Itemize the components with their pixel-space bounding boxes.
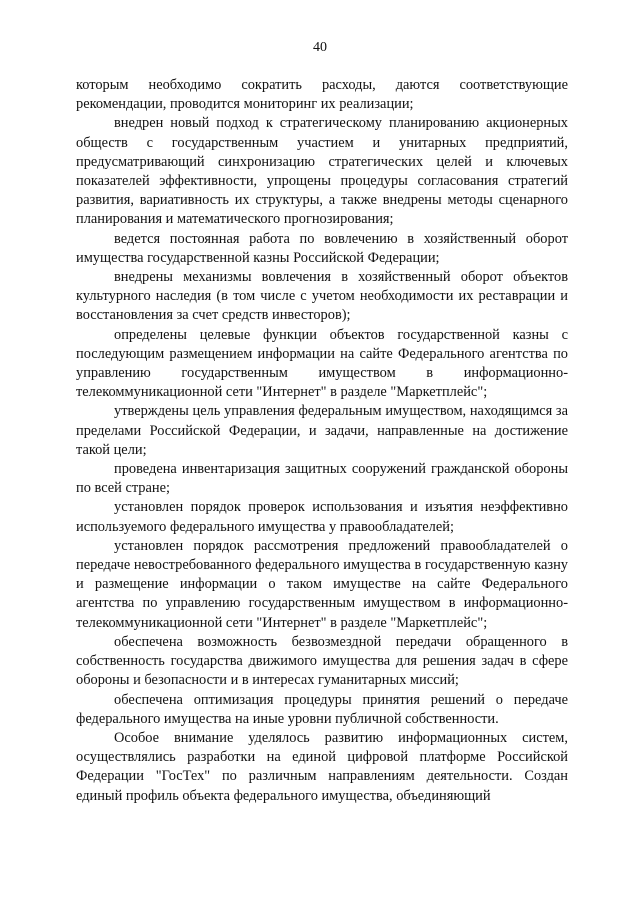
paragraph-state-treasury: ведется постоянная работа по вовлечению в хозяйственный оборот имущества государственной казны Российской Федерации; bbox=[76, 230, 568, 266]
page-body bbox=[76, 76, 568, 806]
paragraph-target-functions: определены целевые функции объектов государственной казны с последующим размещением информации на сайте Федерального агентства по управлению государственным имуществом в информационно-телекоммуникационной сети "Интернет" в разделе "Маркетплейс"; bbox=[76, 326, 568, 401]
paragraph-information-systems: Особое внимание уделялось развитию информационных систем, осуществлялись разработки на единой цифровой платформе Российской Федерации "ГосТех" по различным направлениям деятельности. Создан единый профиль объекта федерального имущества, объединяющий bbox=[76, 729, 568, 804]
paragraph-gratuitous-transfer: обеспечена возможность безвозмездной передачи обращенного в собственность государства движимого имущества для решения задач в сфере обороны и безопасности и в интересах гуманитарных миссий; bbox=[76, 633, 568, 689]
paragraph-optimization: обеспечена оптимизация процедуры принятия решений о передаче федерального имущества на иные уровни публичной собственности. bbox=[76, 691, 568, 727]
paragraph-proposals: установлен порядок рассмотрения предложений правообладателей о передаче невостребованного федерального имущества в государственную казну и размещение информации о таком имуществе на сайте Федерального агентства по управлению государственным имуществом в информационно-телекоммуникационной сети "Интернет" в разделе "Маркетплейс"; bbox=[76, 537, 568, 631]
paragraph-cultural-heritage: внедрены механизмы вовлечения в хозяйственный оборот объектов культурного наследия (в том числе с учетом необходимости их реставрации и восстановления за счет средств инвесторов); bbox=[76, 269, 568, 324]
page-number: 40 bbox=[313, 40, 327, 55]
paragraph-foreign-property: утверждены цель управления федеральным имуществом, находящимся за пределами Российской Федерации, и задачи, направленные на достижение такой цели; bbox=[76, 403, 568, 458]
paragraph-inspections: установлен порядок проверок использования и изъятия неэффективно используемого федерального имущества у правообладателей; bbox=[76, 499, 568, 535]
paragraph-civil-defense: проведена инвентаризация защитных сооружений гражданской обороны по всей стране; bbox=[76, 461, 568, 497]
paragraph-continuation: которым необходимо сократить расходы, даются соответствующие рекомендации, проводится мониторинг их реализации; bbox=[76, 77, 568, 113]
paragraph-strategic-planning: внедрен новый подход к стратегическому планированию акционерных обществ с государственным участием и унитарных предприятий, предусматривающий синхронизацию стратегических целей и ключевых показателей эффективности, упрощены процедуры согласования стратегий развития, вариативность их структуры, а также внедрены методы сценарного планирования и математического прогнозирования; bbox=[76, 115, 568, 228]
